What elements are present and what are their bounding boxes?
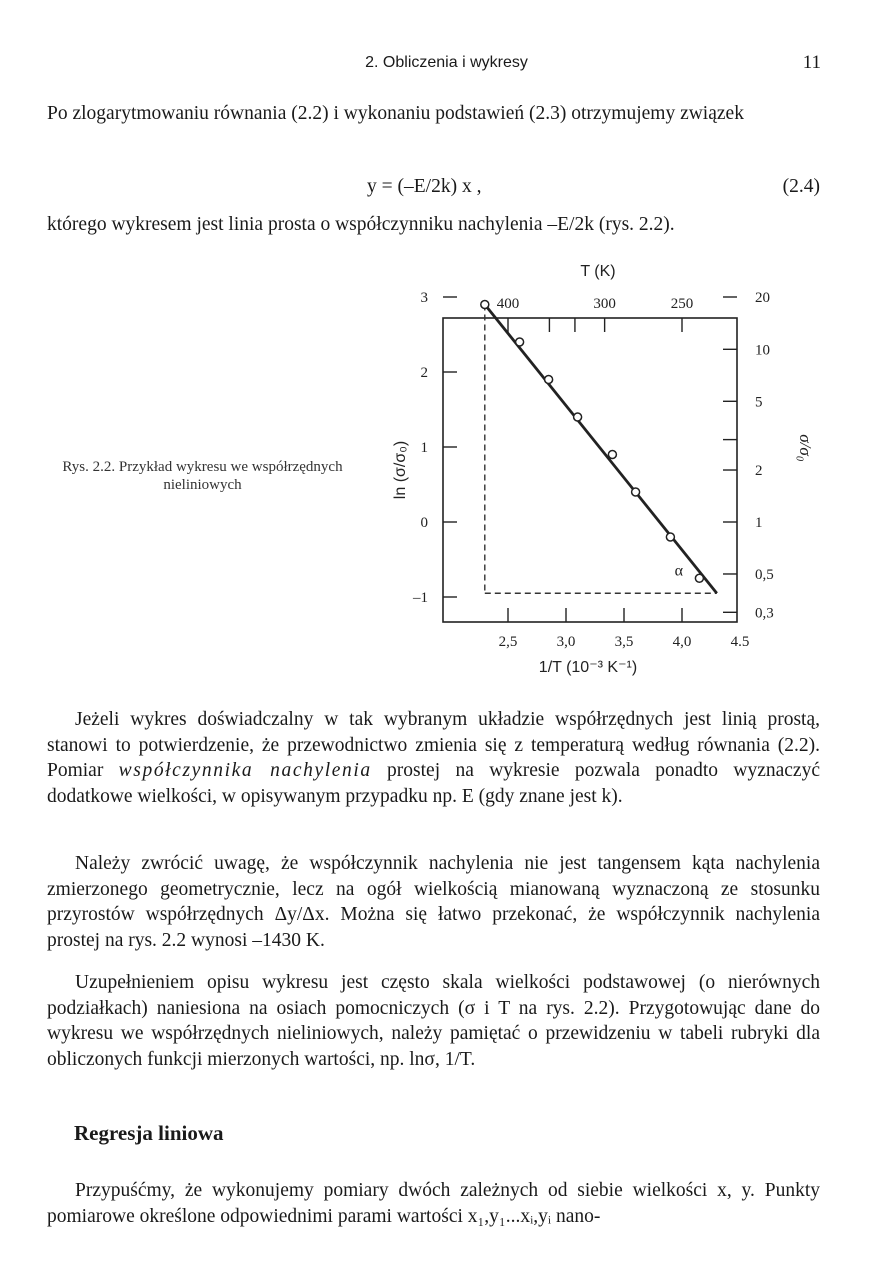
x-tick-label: 3,0: [556, 634, 576, 650]
x-axis-label: 1/T (10⁻³ K⁻¹): [538, 659, 638, 676]
x-tick-label: 4,0: [672, 634, 692, 650]
right-tick-label: 10: [755, 342, 770, 359]
data-point: [516, 338, 524, 346]
right-tick-label: 2: [755, 463, 763, 480]
equation-number: (2.4): [782, 176, 820, 197]
running-title: 2. Obliczenia i wykresy: [365, 54, 528, 71]
data-point: [545, 376, 553, 384]
right-tick-label: 0,5: [755, 566, 774, 583]
data-point: [695, 574, 703, 582]
data-point: [608, 451, 616, 459]
top-tick-label: 250: [670, 296, 694, 312]
after-equation-paragraph: którego wykresem jest linia prosta o współczynniku nachylenia –E/2k (rys. 2.2).: [47, 214, 675, 235]
plot-frame: [443, 318, 737, 622]
x-tick-label: 2,5: [498, 634, 518, 650]
body-paragraph-3: Uzupełnieniem opisu wykresu jest często skala wielkości podstawowej (o nierównych podziałkach) naniesiona na osiach pomocniczych (σ i T na rys. 2.2). Przygotowując dane do wykresu we współrzędnych nieliniowych, należy pamiętać o przewidzeniu w tabeli rubryki dla obliczonych funkcji mierzonych wartości, np. lnσ, 1/T.: [47, 972, 820, 1070]
y-tick-label: 1: [420, 440, 428, 456]
p1-text-a: Jeżeli wykres doświadczalny w tak wybranym układzie współrzędnych jest linią prostą, stanowi to potwierdzenie, że przewodnictwo zmienia się z temperaturą według równania (2.2). Pomiar: [47, 709, 820, 781]
top-axis-label: T (K): [580, 263, 616, 280]
top-tick-label: 400: [496, 296, 520, 312]
fit-line: [485, 305, 717, 594]
y-tick-label: 3: [420, 290, 428, 306]
x-tick-label: 3,5: [614, 634, 634, 650]
data-point: [574, 413, 582, 421]
body-paragraph-1: [47, 707, 820, 809]
equation-formula: y = (–E/2k) x ,: [367, 176, 482, 197]
y-tick-label: 0: [420, 515, 428, 531]
x-tick-label: 4.5: [730, 634, 750, 650]
p1-emphasized-term: współczynnika nachylenia: [118, 760, 372, 781]
section-heading: Regresja liniowa: [74, 1121, 224, 1145]
data-point: [632, 488, 640, 496]
angle-label: α: [674, 562, 683, 580]
page-number: 11: [802, 52, 821, 73]
top-tick-label: 300: [593, 296, 616, 312]
y-tick-label: 2: [420, 365, 428, 381]
right-tick-label: 1: [755, 515, 763, 531]
right-tick-label: 0,3: [755, 605, 774, 622]
y-axis-label: ln (σ/σ₀): [392, 440, 409, 500]
intro-paragraph: Po zlogarytmowaniu równania (2.2) i wykonaniu podstawień (2.3) otrzymujemy związek: [47, 103, 744, 124]
right-tick-label: 20: [755, 290, 770, 306]
section-paragraph: Przypuśćmy, że wykonujemy pomiary dwóch zależnych od siebie wielkości x, y. Punkty pomiarowe określone odpowiednimi parami wartości x₁,y₁...xᵢ,yᵢ nano-: [47, 1180, 820, 1227]
p1-text-b: prostej na wykresie pozwala ponadto wyznaczyć dodatkowe wielkości, w opisywanym przypadku np. E (gdy znane jest k).: [47, 760, 820, 807]
data-point: [666, 533, 674, 541]
data-point: [481, 301, 489, 309]
body-paragraph-2: Należy zwrócić uwagę, że współczynnik nachylenia nie jest tangensem kąta nachylenia zmierzonego geometrycznie, lecz na ogół wielkością mianowaną wyznaczoną ze stosunku przyrostów współrzędnych Δy/Δx. Można się łatwo przekonać, że współczynnik nachylenia prostej na rys. 2.2 wynosi –1430 K.: [47, 853, 820, 951]
y-tick-label: –1: [413, 590, 428, 606]
figure-caption: Rys. 2.2. Przykład wykresu we współrzędnych nieliniowych: [62, 459, 343, 493]
right-axis-label: σ/σ₀: [796, 434, 815, 462]
right-tick-label: 5: [755, 394, 763, 411]
